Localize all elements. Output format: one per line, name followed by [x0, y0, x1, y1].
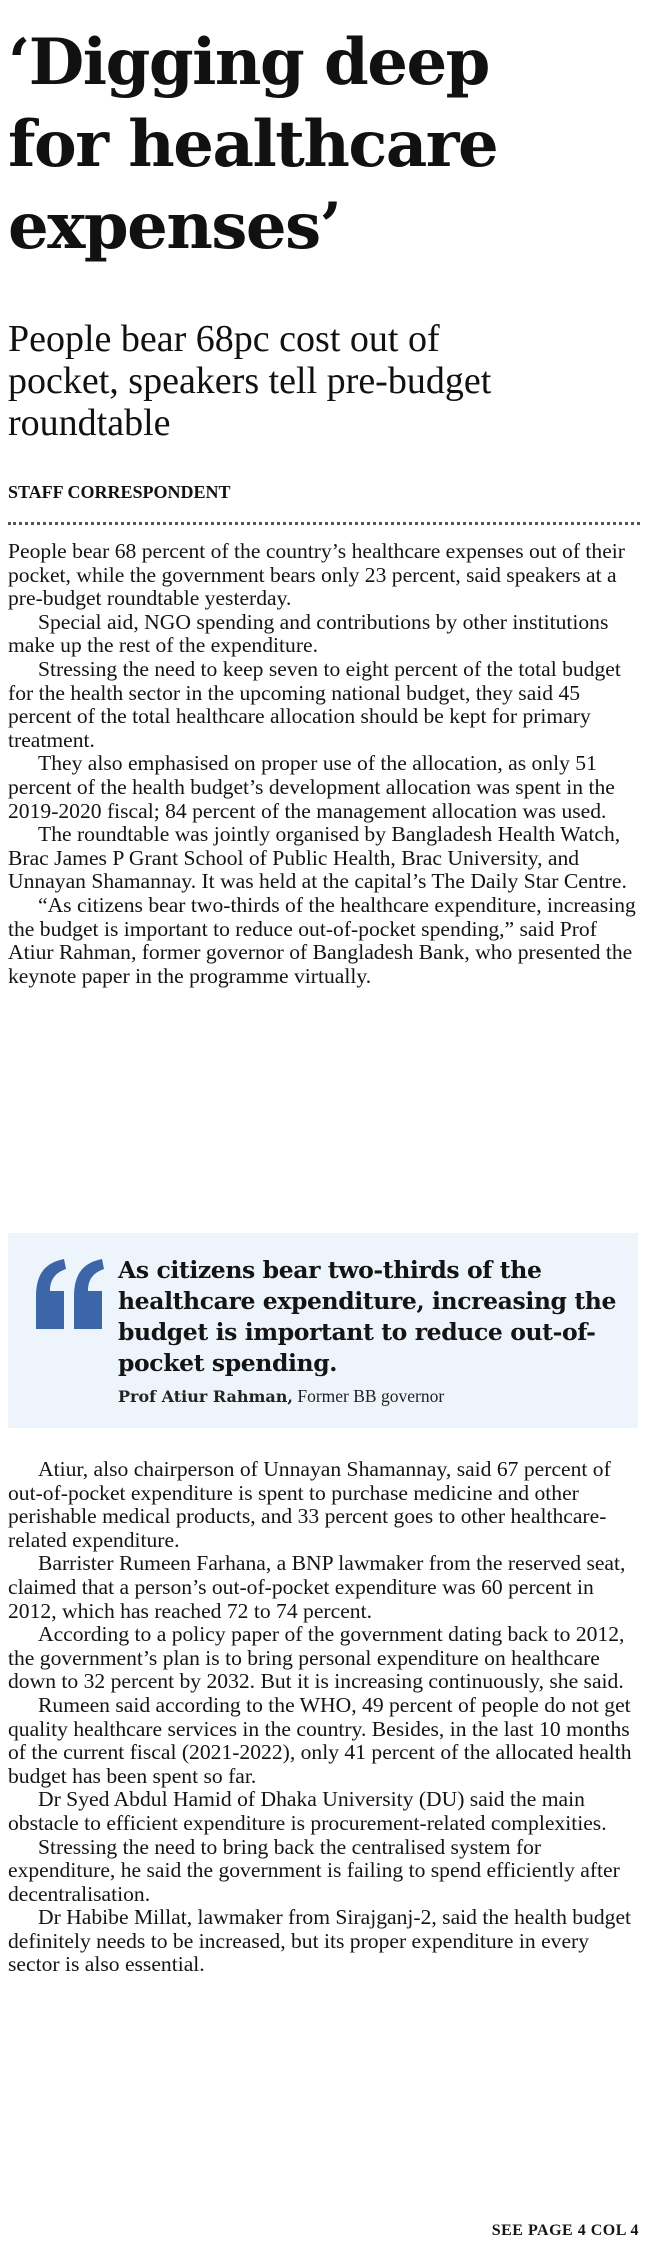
article-body-part-1: [8, 540, 642, 988]
paragraph: The roundtable was jointly organised by Bangladesh Health Watch, Brac James P Grant School of Public Health, Brac University, and Unnayan Shamannay. It was held at the capital’s The Daily Star Centre.: [8, 822, 627, 894]
headline: [8, 22, 644, 268]
subheadline-line-1: People bear 68pc cost out of: [8, 318, 440, 360]
paragraph: “As citizens bear two-thirds of the healthcare expenditure, increasing the budget is important to reduce out-of-pocket spending,” said Prof Atiur Rahman, former governor of Bangladesh Bank, who presented the keynote paper in the programme virtually.: [8, 892, 636, 988]
subheadline: [8, 318, 644, 444]
headline-line-1: ‘Digging deep: [8, 25, 489, 100]
subheadline-line-2: pocket, speakers tell pre-budget: [8, 360, 492, 402]
paragraph: Dr Syed Abdul Hamid of Dhaka University (DU) said the main obstacle to efficient expenditure is procurement-related complexities.: [8, 1787, 607, 1835]
paragraph: Rumeen said according to the WHO, 49 percent of people do not get quality healthcare services in the country. Besides, in the last 10 months of the current fiscal (2021-2022), only 41 percent of the allocated health budget has been spent so far.: [8, 1692, 632, 1788]
paragraph: They also emphasised on proper use of the allocation, as only 51 percent of the health budget’s development allocation was spent in the 2019-2020 fiscal; 84 percent of the management allocation was used.: [8, 751, 615, 823]
paragraph: People bear 68 percent of the country’s healthcare expenses out of their pocket, while the government bears only 23 percent, said speakers at a pre-budget roundtable yesterday.: [8, 539, 625, 611]
pull-quote-box: [8, 1233, 638, 1428]
byline: STAFF CORRESPONDENT: [8, 482, 231, 502]
paragraph: Barrister Rumeen Farhana, a BNP lawmaker from the reserved seat, claimed that a person’s out-of-pocket expenditure was 60 percent in 2012, which has reached 72 to 74 percent.: [8, 1551, 626, 1623]
paragraph: Stressing the need to bring back the centralised system for expenditure, he said the government is failing to spend efficiently after decentralisation.: [8, 1834, 620, 1906]
subheadline-line-3: roundtable: [8, 402, 171, 444]
paragraph: Dr Habibe Millat, lawmaker from Sirajganj-2, said the health budget definitely needs to be increased, but its proper expenditure in every sector is also essential.: [8, 1905, 632, 1977]
article-body-part-2: [8, 1458, 642, 1977]
paragraph: Atiur, also chairperson of Unnayan Shamannay, said 67 percent of out-of-pocket expenditure is spent to purchase medicine and other perishable medical products, and 33 percent goes to other healthcare-related expenditure.: [8, 1457, 611, 1552]
paragraph: Special aid, NGO spending and contributions by other institutions make up the rest of the expenditure.: [8, 609, 609, 658]
headline-line-2: for healthcare: [8, 107, 498, 182]
quote-author-title: Former BB governor: [292, 1386, 445, 1406]
paragraph: According to a policy paper of the government dating back to 2012, the government’s plan is to bring personal expenditure on healthcare down to 32 percent by 2032. But it is increasing continuously, she said.: [8, 1622, 625, 1694]
headline-line-3: expenses’: [8, 189, 341, 264]
dotted-divider: [8, 522, 640, 525]
paragraph: Stressing the need to keep seven to eight percent of the total budget for the health sector in the upcoming national budget, they said 45 percent of the total healthcare allocation should be kept for primary treatment.: [8, 656, 621, 752]
continued-on-page-note: SEE PAGE 4 COL 4: [491, 2222, 639, 2239]
pull-quote-attribution: [118, 1385, 623, 1408]
quote-author-name: Prof Atiur Rahman,: [118, 1387, 293, 1406]
pull-quote-text: As citizens bear two-thirds of the healthcare expenditure, increasing the budget is important to reduce out-of-pocket spending.: [118, 1256, 617, 1377]
quotation-mark-icon: [30, 1255, 110, 1335]
